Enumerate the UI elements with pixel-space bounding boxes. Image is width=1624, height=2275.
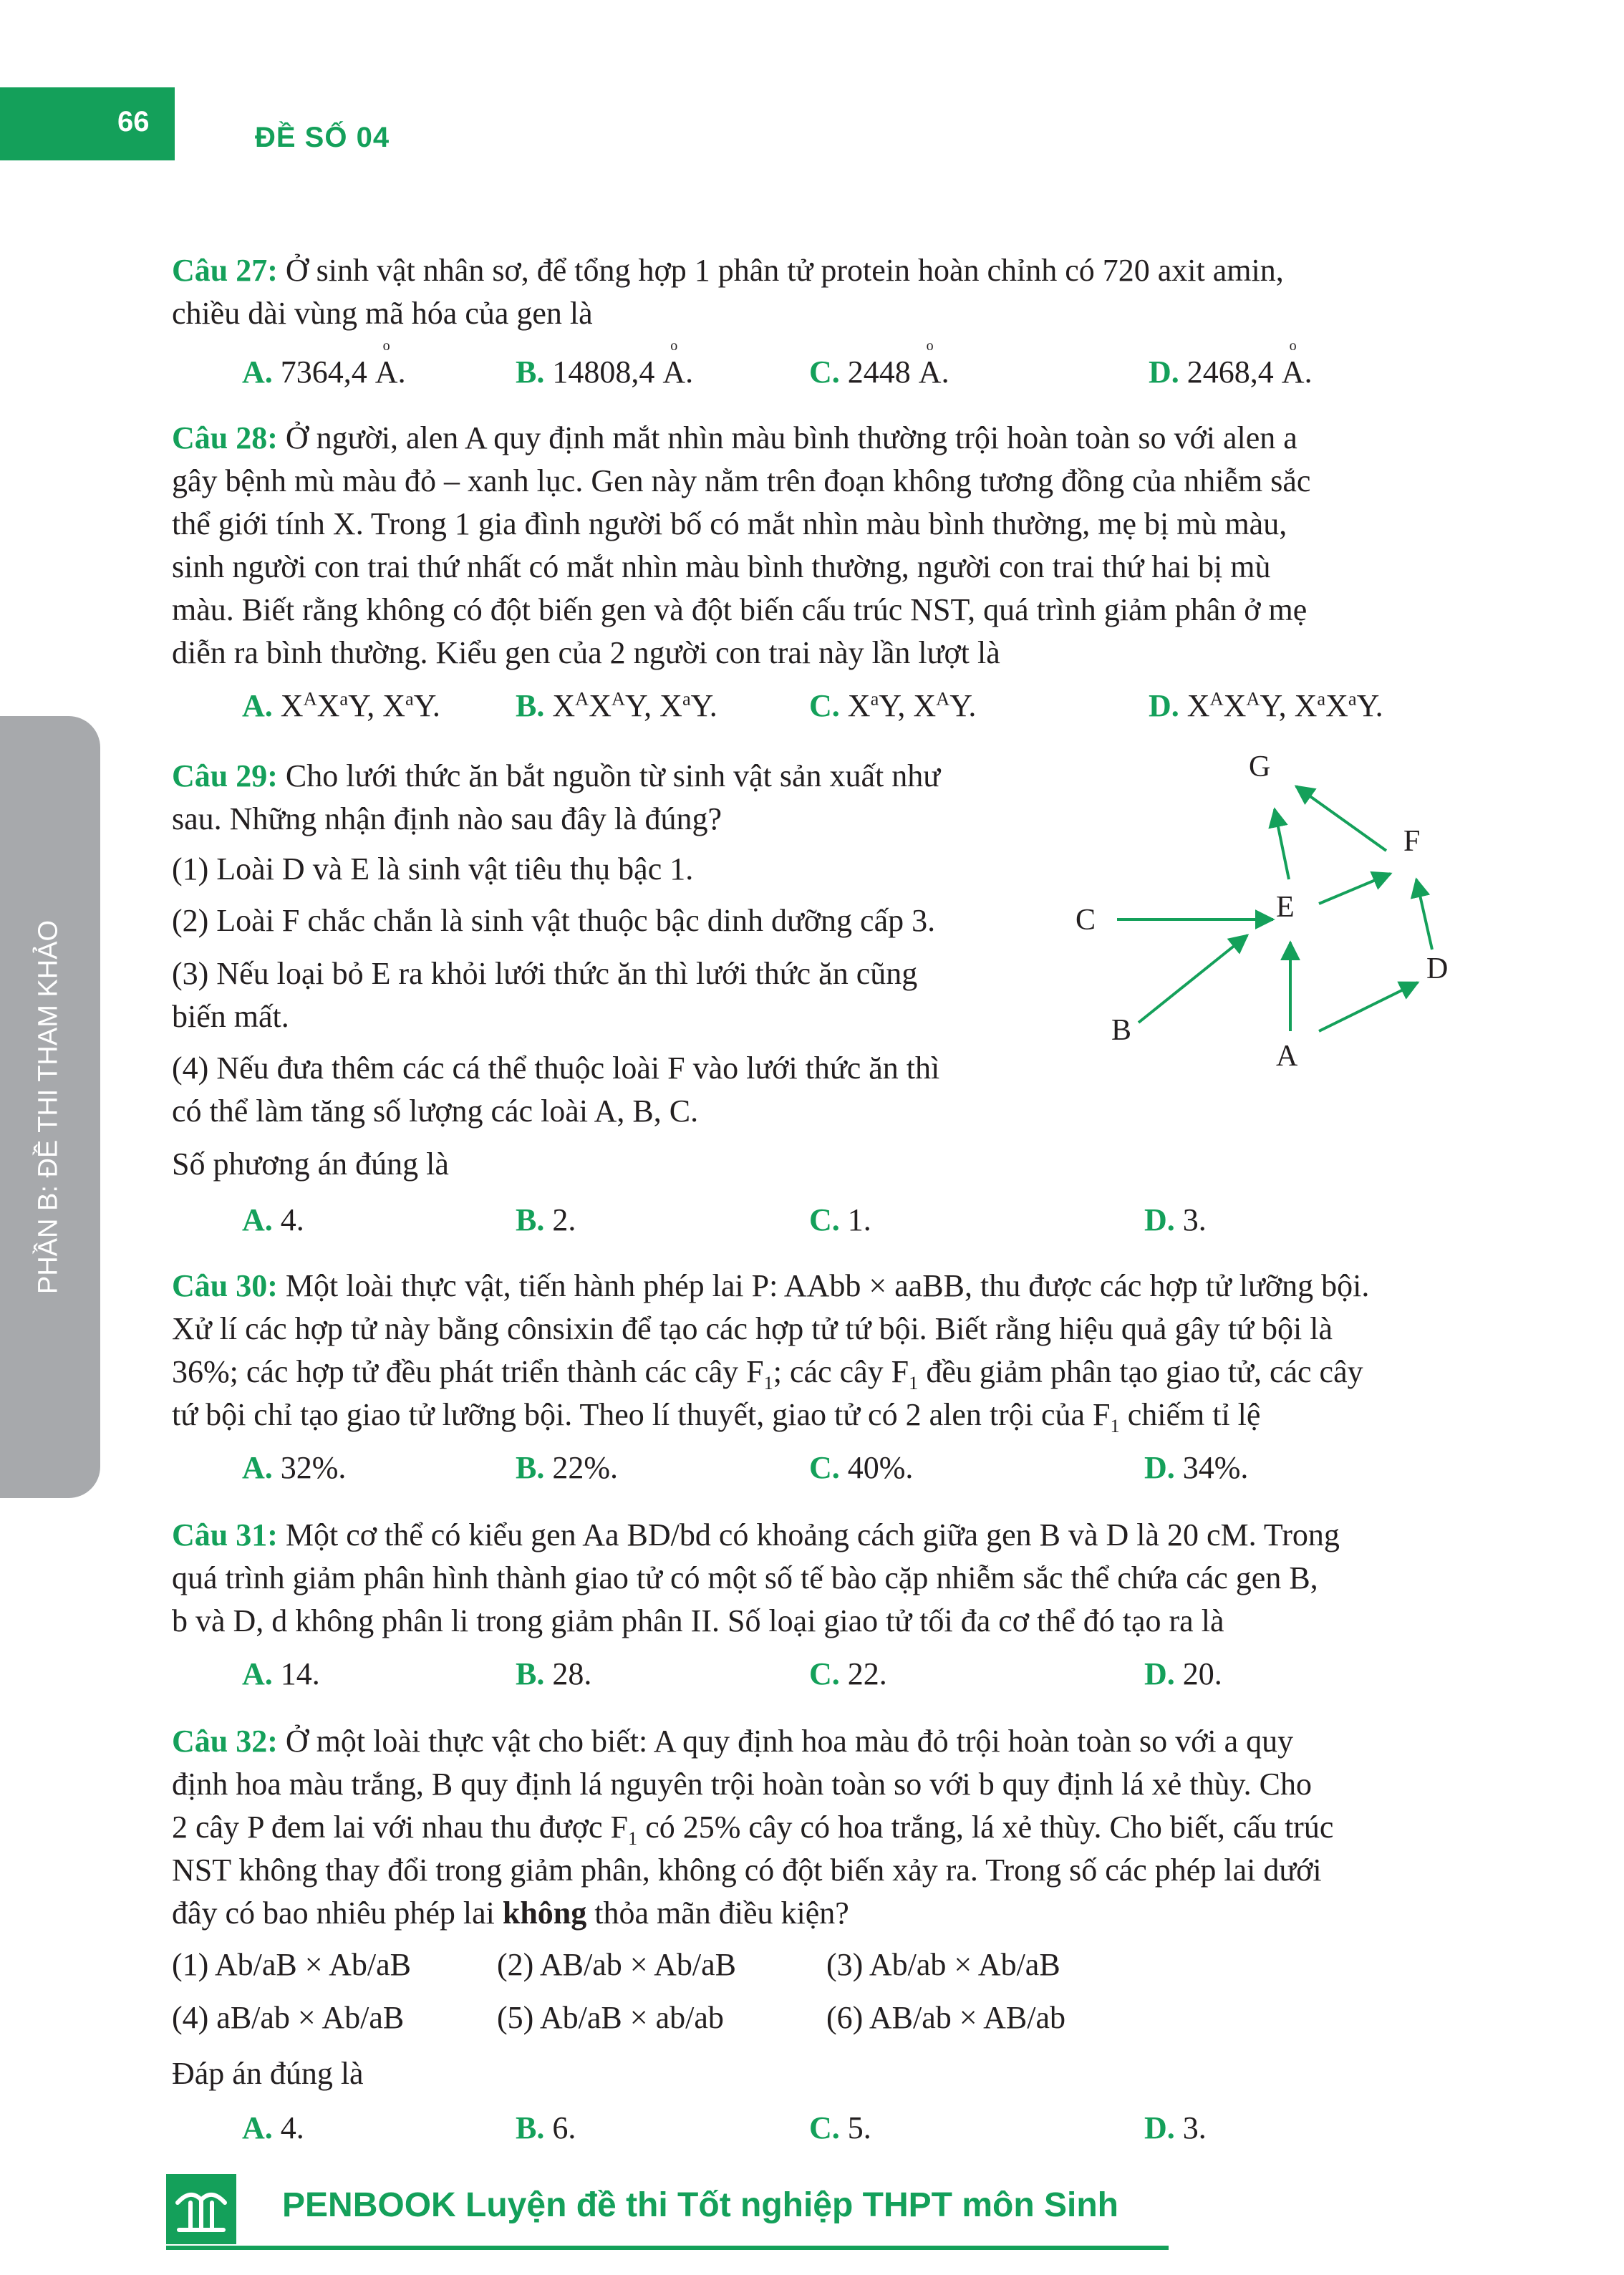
option-c: C. 40%. — [809, 1450, 914, 1485]
question-text: quá trình giảm phân hình thành giao tử có một số tế bào cặp nhiễm sắc thể chứa các gen B, — [172, 1560, 1318, 1595]
node-g: G — [1249, 750, 1271, 783]
exam-title: ĐỀ SỐ 04 — [255, 122, 390, 153]
question-text: NST không thay đổi trong giảm phân, không có đột biến xảy ra. Trong số các phép lai dưới — [172, 1853, 1322, 1888]
question-text: Xử lí các hợp tử này bằng cônsixin để tạo các hợp tử tứ bội. Biết rằng hiệu quả gây tứ bội là — [172, 1311, 1333, 1346]
arrow-e-g — [1275, 809, 1289, 879]
option-a: A. 7364,4 o A. — [242, 354, 406, 390]
option-a: A. 4. — [242, 2110, 304, 2145]
cross-6: (6) AB/ab × AB/ab — [826, 2000, 1066, 2035]
node-e: E — [1276, 891, 1295, 924]
option-b: B. 6. — [516, 2110, 576, 2145]
question-text: thể giới tính X. Trong 1 gia đình người bố có mắt nhìn màu bình thường, mẹ bị mù màu, — [172, 506, 1287, 541]
statement-2: (2) Loài F chắc chắn là sinh vật thuộc bậc dinh dưỡng cấp 3. — [172, 903, 936, 938]
page-number: 66 — [117, 106, 150, 137]
question-27 — [172, 249, 1284, 292]
question-text: 36%; các hợp tử đều phát triển thành các cây $F_1$; các cây $F_1$ đều giảm phân tạo giao tử, các cây — [172, 1354, 1363, 1394]
statement-4-cont: có thể làm tăng số lượng các loài A, B, C. — [172, 1093, 699, 1129]
option-d: D. 3. — [1144, 1202, 1207, 1237]
question-text: sau. Những nhận định nào sau đây là đúng? — [172, 801, 722, 836]
option-c: C. $X^aY$, $X^AY$. — [809, 687, 977, 723]
question-32: Câu 32: Ở một loài thực vật cho biết: A quy định hoa màu đỏ trội hoàn toàn so với a quy — [172, 1724, 1294, 1759]
question-29: Câu 29: Cho lưới thức ăn bắt nguồn từ sinh vật sản xuất như — [172, 758, 941, 793]
question-text: gây bệnh mù màu đỏ – xanh lục. Gen này nằm trên đoạn không tương đồng của nhiễm sắc — [172, 463, 1311, 498]
option-a: A. 14. — [242, 1656, 320, 1691]
question-label: Câu 27: — [172, 253, 278, 288]
option-b: B. 2. — [516, 1202, 576, 1237]
cross-3: (3) Ab/ab × Ab/aB — [826, 1947, 1060, 1982]
option-a: A. 4. — [242, 1202, 304, 1237]
option-b: B. $X^AX^AY$, $X^aY$. — [516, 687, 717, 723]
statement-3-cont: biến mất. — [172, 999, 289, 1034]
question-text: b và D, d không phân li trong giảm phân II. Số loại giao tử tối đa cơ thể đó tạo ra là — [172, 1603, 1224, 1638]
node-d: D — [1426, 952, 1449, 985]
question-30: Câu 30: Một loài thực vật, tiến hành phép lai P: AAbb × aaBB, thu được các hợp tử lưỡng bội. — [172, 1268, 1370, 1303]
arrow-d-f — [1416, 879, 1432, 950]
cross-5: (5) Ab/aB × ab/ab — [497, 2000, 724, 2035]
node-f: F — [1403, 825, 1421, 858]
option-d: D. $X^AX^AY$, $X^aX^aY$. — [1149, 687, 1383, 723]
question-text: màu. Biết rằng không có đột biến gen và đột biến cấu trúc NST, quá trình giảm phân ở mẹ — [172, 592, 1308, 627]
option-b: B. 28. — [516, 1656, 592, 1691]
arrow-f-g — [1296, 786, 1386, 851]
node-a: A — [1276, 1040, 1298, 1073]
penbook-logo-icon — [166, 2174, 236, 2244]
question-text: chiều dài vùng mã hóa của gen là — [172, 296, 593, 331]
footer-title: PENBOOK Luyện đề thi Tốt nghiệp THPT môn Sinh — [282, 2186, 1118, 2224]
cross-1: (1) Ab/aB × Ab/aB — [172, 1947, 412, 1982]
food-web-diagram — [1060, 745, 1504, 1088]
option-a: A. 32%. — [242, 1450, 347, 1485]
node-c: C — [1076, 904, 1096, 937]
option-c: C. 5. — [809, 2110, 871, 2145]
option-d: D. 3. — [1144, 2110, 1207, 2145]
option-b: B. 14808,4 o A. — [516, 354, 693, 390]
question-tail: Số phương án đúng là — [172, 1146, 449, 1182]
statement-4: (4) Nếu đưa thêm các cá thể thuộc loài F vào lưới thức ăn thì — [172, 1050, 940, 1086]
option-c: C. 1. — [809, 1202, 871, 1237]
option-d: D. 20. — [1144, 1656, 1222, 1691]
question-text: tứ bội chỉ tạo giao tử lưỡng bội. Theo lí thuyết, giao tử có 2 alen trội của $F_1$ chiếm tỉ lệ — [172, 1397, 1261, 1436]
statement-1: (1) Loài D và E là sinh vật tiêu thụ bậc 1. — [172, 851, 694, 887]
cross-4: (4) aB/ab × Ab/aB — [172, 2000, 405, 2035]
arrow-b-e — [1139, 935, 1247, 1023]
question-tail: Đáp án đúng là — [172, 2056, 364, 2091]
question-31: Câu 31: Một cơ thể có kiểu gen Aa BD/bd có khoảng cách giữa gen B và D là 20 cM. Trong — [172, 1517, 1340, 1552]
question-text: Ở sinh vật nhân sơ, để tổng hợp 1 phân tử protein hoàn chỉnh có 720 axit amin, — [277, 253, 1284, 288]
option-c: C. 2448 o A. — [809, 354, 949, 390]
question-text: định hoa màu trắng, B quy định lá nguyên trội hoàn toàn so với b quy định lá xẻ thùy. Cho — [172, 1767, 1312, 1802]
option-d: D. 34%. — [1144, 1450, 1249, 1485]
question-28: Câu 28: Ở người, alen A quy định mắt nhìn màu bình thường trội hoàn toàn so với alen a — [172, 420, 1297, 455]
cross-2: (2) AB/ab × Ab/aB — [497, 1947, 737, 1982]
statement-3: (3) Nếu loại bỏ E ra khỏi lưới thức ăn thì lưới thức ăn cũng — [172, 956, 918, 991]
node-b: B — [1111, 1014, 1132, 1047]
option-b: B. 22%. — [516, 1450, 619, 1485]
arrow-a-d — [1319, 982, 1418, 1031]
question-text: đây có bao nhiêu phép lai không thỏa mãn điều kiện? — [172, 1895, 849, 1931]
side-tab-label: PHẦN B: ĐỀ THI THAM KHẢO — [33, 919, 64, 1295]
option-a: A. $X^AX^aY$, $X^aY$. — [242, 687, 440, 723]
option-c: C. 22. — [809, 1656, 887, 1691]
arrow-e-f — [1319, 874, 1391, 904]
option-d: D. 2468,4 o A. — [1149, 354, 1313, 390]
question-text: sinh người con trai thứ nhất có mắt nhìn màu bình thường, người con trai thứ hai bị mù — [172, 549, 1271, 584]
footer-divider — [166, 2246, 1169, 2250]
question-text: 2 cây P đem lai với nhau thu được $F_1$ có 25% cây có hoa trắng, lá xẻ thùy. Cho biết, cấu trúc — [172, 1810, 1334, 1849]
question-text: diễn ra bình thường. Kiểu gen của 2 người con trai này lần lượt là — [172, 635, 1000, 670]
